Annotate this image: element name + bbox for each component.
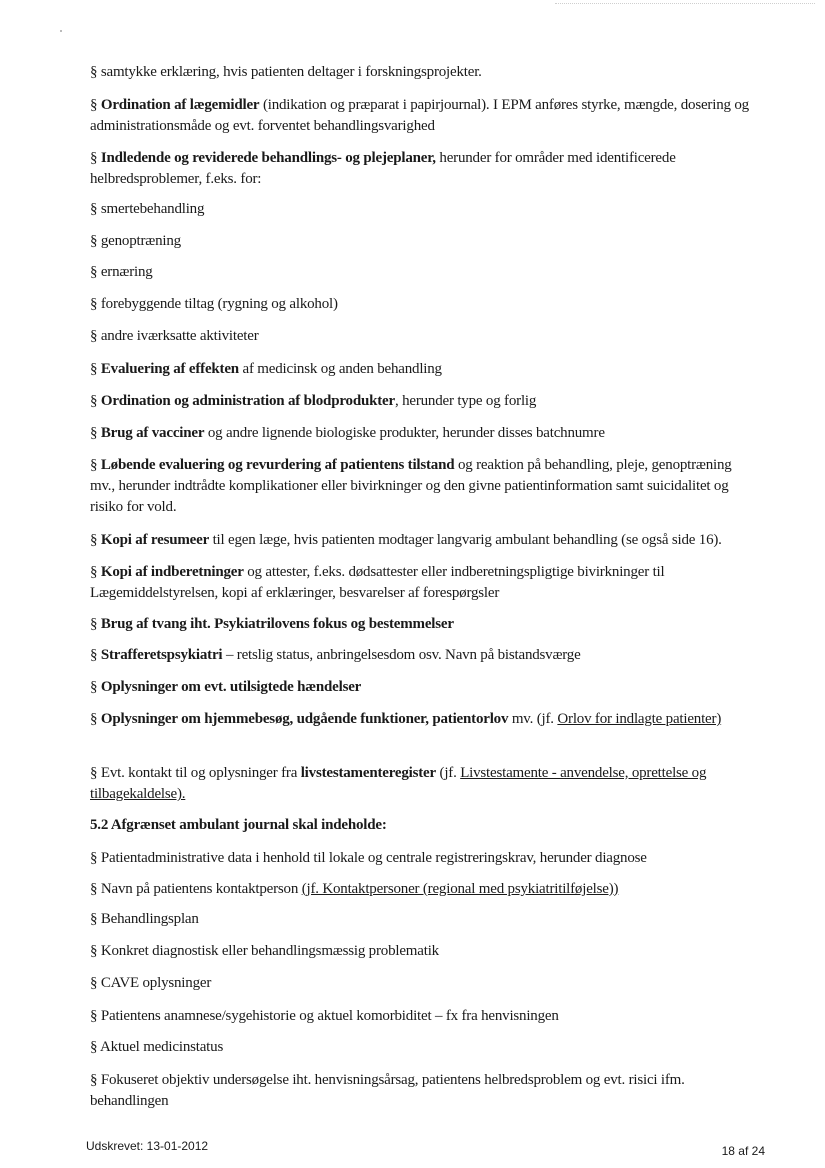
list-item: § Evaluering af effekten af medicinsk og anden behandling (90, 361, 442, 377)
list-item: § Løbende evaluering og revurdering af patientens tilstand og reaktion på behandling, pleje, genoptræning mv., herunder indtrådte komplikationer eller bivirkninger og den givne patientinformation samt suicidalitet og risiko for vold. (90, 457, 732, 515)
list-item: § smertebehandling (90, 201, 205, 217)
print-date: Udskrevet: 13-01-2012 (86, 1139, 209, 1153)
scan-edge-line (555, 3, 815, 4)
list-item: § Indledende og reviderede behandlings- og plejeplaner, herunder for områder med identificerede helbredsproblemer, f.eks. for: (90, 150, 676, 187)
list-item: § Brug af tvang iht. Psykiatrilovens fokus og bestemmelser (90, 616, 454, 632)
list-item: § Navn på patientens kontaktperson (jf. Kontaktpersoner (regional med psykiatritilføjelse)) (90, 881, 619, 897)
list-item: § Evt. kontakt til og oplysninger fra livstestamenteregister (jf. Livstestamente - anvendelse, oprettelse og tilbagekaldelse). (90, 765, 707, 802)
list-item: § Oplysninger om hjemmebesøg, udgående funktioner, patientorlov mv. (jf. Orlov for indlagte patienter) (90, 711, 722, 727)
list-item: § Konkret diagnostisk eller behandlingsmæssig problematik (90, 943, 439, 959)
list-item: § andre iværksatte aktiviteter (90, 328, 259, 344)
list-item: § CAVE oplysninger (90, 975, 212, 991)
scan-dot (60, 30, 62, 32)
page-number: 18 af 24 (721, 1144, 765, 1158)
livstestamente-link[interactable]: Livstestamente - anvendelse, oprettelse og tilbagekaldelse). (90, 765, 707, 802)
section-heading: 5.2 Afgrænset ambulant journal skal indeholde: (90, 817, 387, 833)
list-item: § Fokuseret objektiv undersøgelse iht. henvisningsårsag, patientens helbredsproblem og evt. risici ifm. behandlingen (90, 1072, 685, 1109)
list-item: § Kopi af resumeer til egen læge, hvis patienten modtager langvarig ambulant behandling (se også side 16). (90, 532, 722, 548)
list-item: § Ordination og administration af blodprodukter, herunder type og forlig (90, 393, 537, 409)
list-item: § ernæring (90, 264, 153, 280)
list-item: § Behandlingsplan (90, 911, 199, 927)
list-item: § forebyggende tiltag (rygning og alkohol) (90, 296, 338, 312)
list-item: § samtykke erklæring, hvis patienten deltager i forskningsprojekter. (90, 64, 482, 80)
list-item: § Brug af vacciner og andre lignende biologiske produkter, herunder disses batchnumre (90, 425, 605, 441)
list-item: § Kopi af indberetninger og attester, f.eks. dødsattester eller indberetningspligtige bivirkninger til Lægemiddelstyrelsen, kopi af erklæringer, besvarelser af forespørgsler (90, 564, 665, 601)
list-item: § Patientadministrative data i henhold til lokale og centrale registreringskrav, herunder diagnose (90, 850, 647, 866)
orlov-link[interactable]: Orlov for indlagte patienter) (557, 711, 722, 727)
list-item: § Ordination af lægemidler (indikation og præparat i papirjournal). I EPM anføres styrke, mængde, dosering og administrationsmåde og evt. forventet behandlingsvarighed (90, 97, 749, 134)
list-item: § Oplysninger om evt. utilsigtede hændelser (90, 679, 362, 695)
list-item: § genoptræning (90, 233, 181, 249)
list-item: § Strafferetspsykiatri – retslig status, anbringelsesdom osv. Navn på bistandsværge (90, 647, 581, 663)
list-item: § Aktuel medicinstatus (90, 1039, 224, 1055)
kontaktpersoner-link[interactable]: (jf. Kontaktpersoner (regional med psykiatritilføjelse)) (301, 881, 619, 897)
list-item: § Patientens anamnese/sygehistorie og aktuel komorbiditet – fx fra henvisningen (90, 1008, 559, 1024)
